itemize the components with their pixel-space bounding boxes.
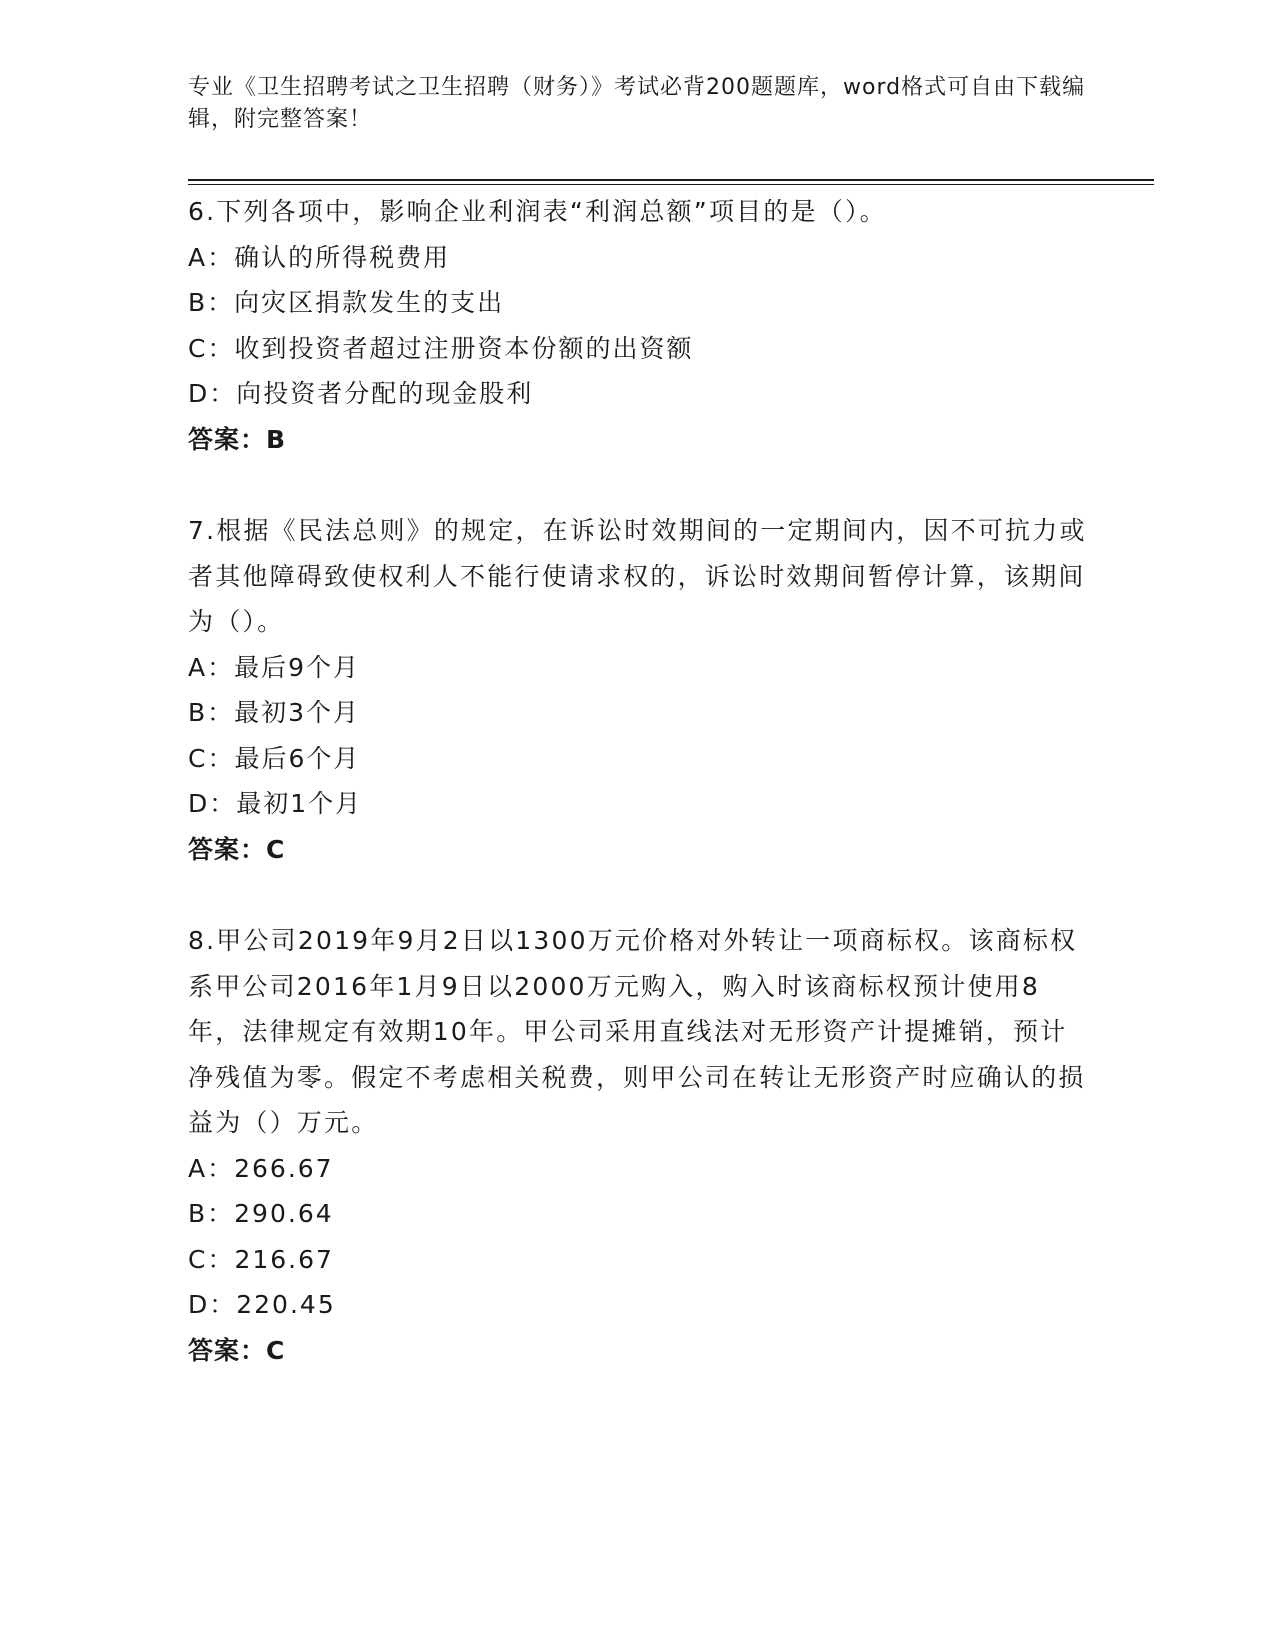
header-rule-top — [188, 179, 1154, 181]
question-6 — [188, 188, 1088, 462]
option-b: B：最初3个月 — [188, 698, 361, 727]
question-stem: 6.下列各项中，影响企业利润表“利润总额”项目的是（）。 — [188, 197, 887, 226]
option-b: B：向灾区捐款发生的支出 — [188, 288, 505, 317]
option-a: A：确认的所得税费用 — [188, 242, 451, 272]
question-list — [188, 188, 1088, 1418]
answer-label: 答案：C — [188, 1335, 286, 1365]
question-stem: 7.根据《民法总则》的规定，在诉讼时效期间的一定期间内，因不可抗力或者其他障碍致使权利人不能行使请求权的，诉讼时效期间暂停计算，该期间为（）。 — [188, 516, 1087, 636]
header-rule-bottom — [188, 184, 1154, 185]
option-c: C：收到投资者超过注册资本份额的出资额 — [188, 333, 694, 363]
option-b: B：290.64 — [188, 1199, 334, 1228]
option-d: D：向投资者分配的现金股利 — [188, 379, 534, 408]
document-header: 专业《卫生招聘考试之卫生招聘（财务）》考试必背200题题库，word格式可自由下载编辑，附完整答案！ — [188, 75, 1086, 132]
question-7 — [188, 507, 1088, 872]
answer-label: 答案：C — [188, 834, 286, 864]
question-stem: 8.甲公司2019年9月2日以1300万元价格对外转让一项商标权。该商标权系甲公司2016年1月9日以2000万元购入，购入时该商标权预计使用8年，法律规定有效期10年。甲公司采用直线法对无形资产计提摊销，预计净残值为零。假定不考虑相关税费，则甲公司在转让无形资产时应确认的损益为（）万元。 — [188, 926, 1086, 1137]
option-a: A：266.67 — [188, 1153, 334, 1183]
option-c: C：最后6个月 — [188, 743, 361, 773]
option-d: D：最初1个月 — [188, 789, 363, 818]
option-d: D：220.45 — [188, 1290, 336, 1319]
answer-label: 答案：B — [188, 424, 287, 454]
question-8 — [188, 917, 1088, 1373]
option-c: C：216.67 — [188, 1244, 334, 1274]
option-a: A：最后9个月 — [188, 652, 361, 682]
